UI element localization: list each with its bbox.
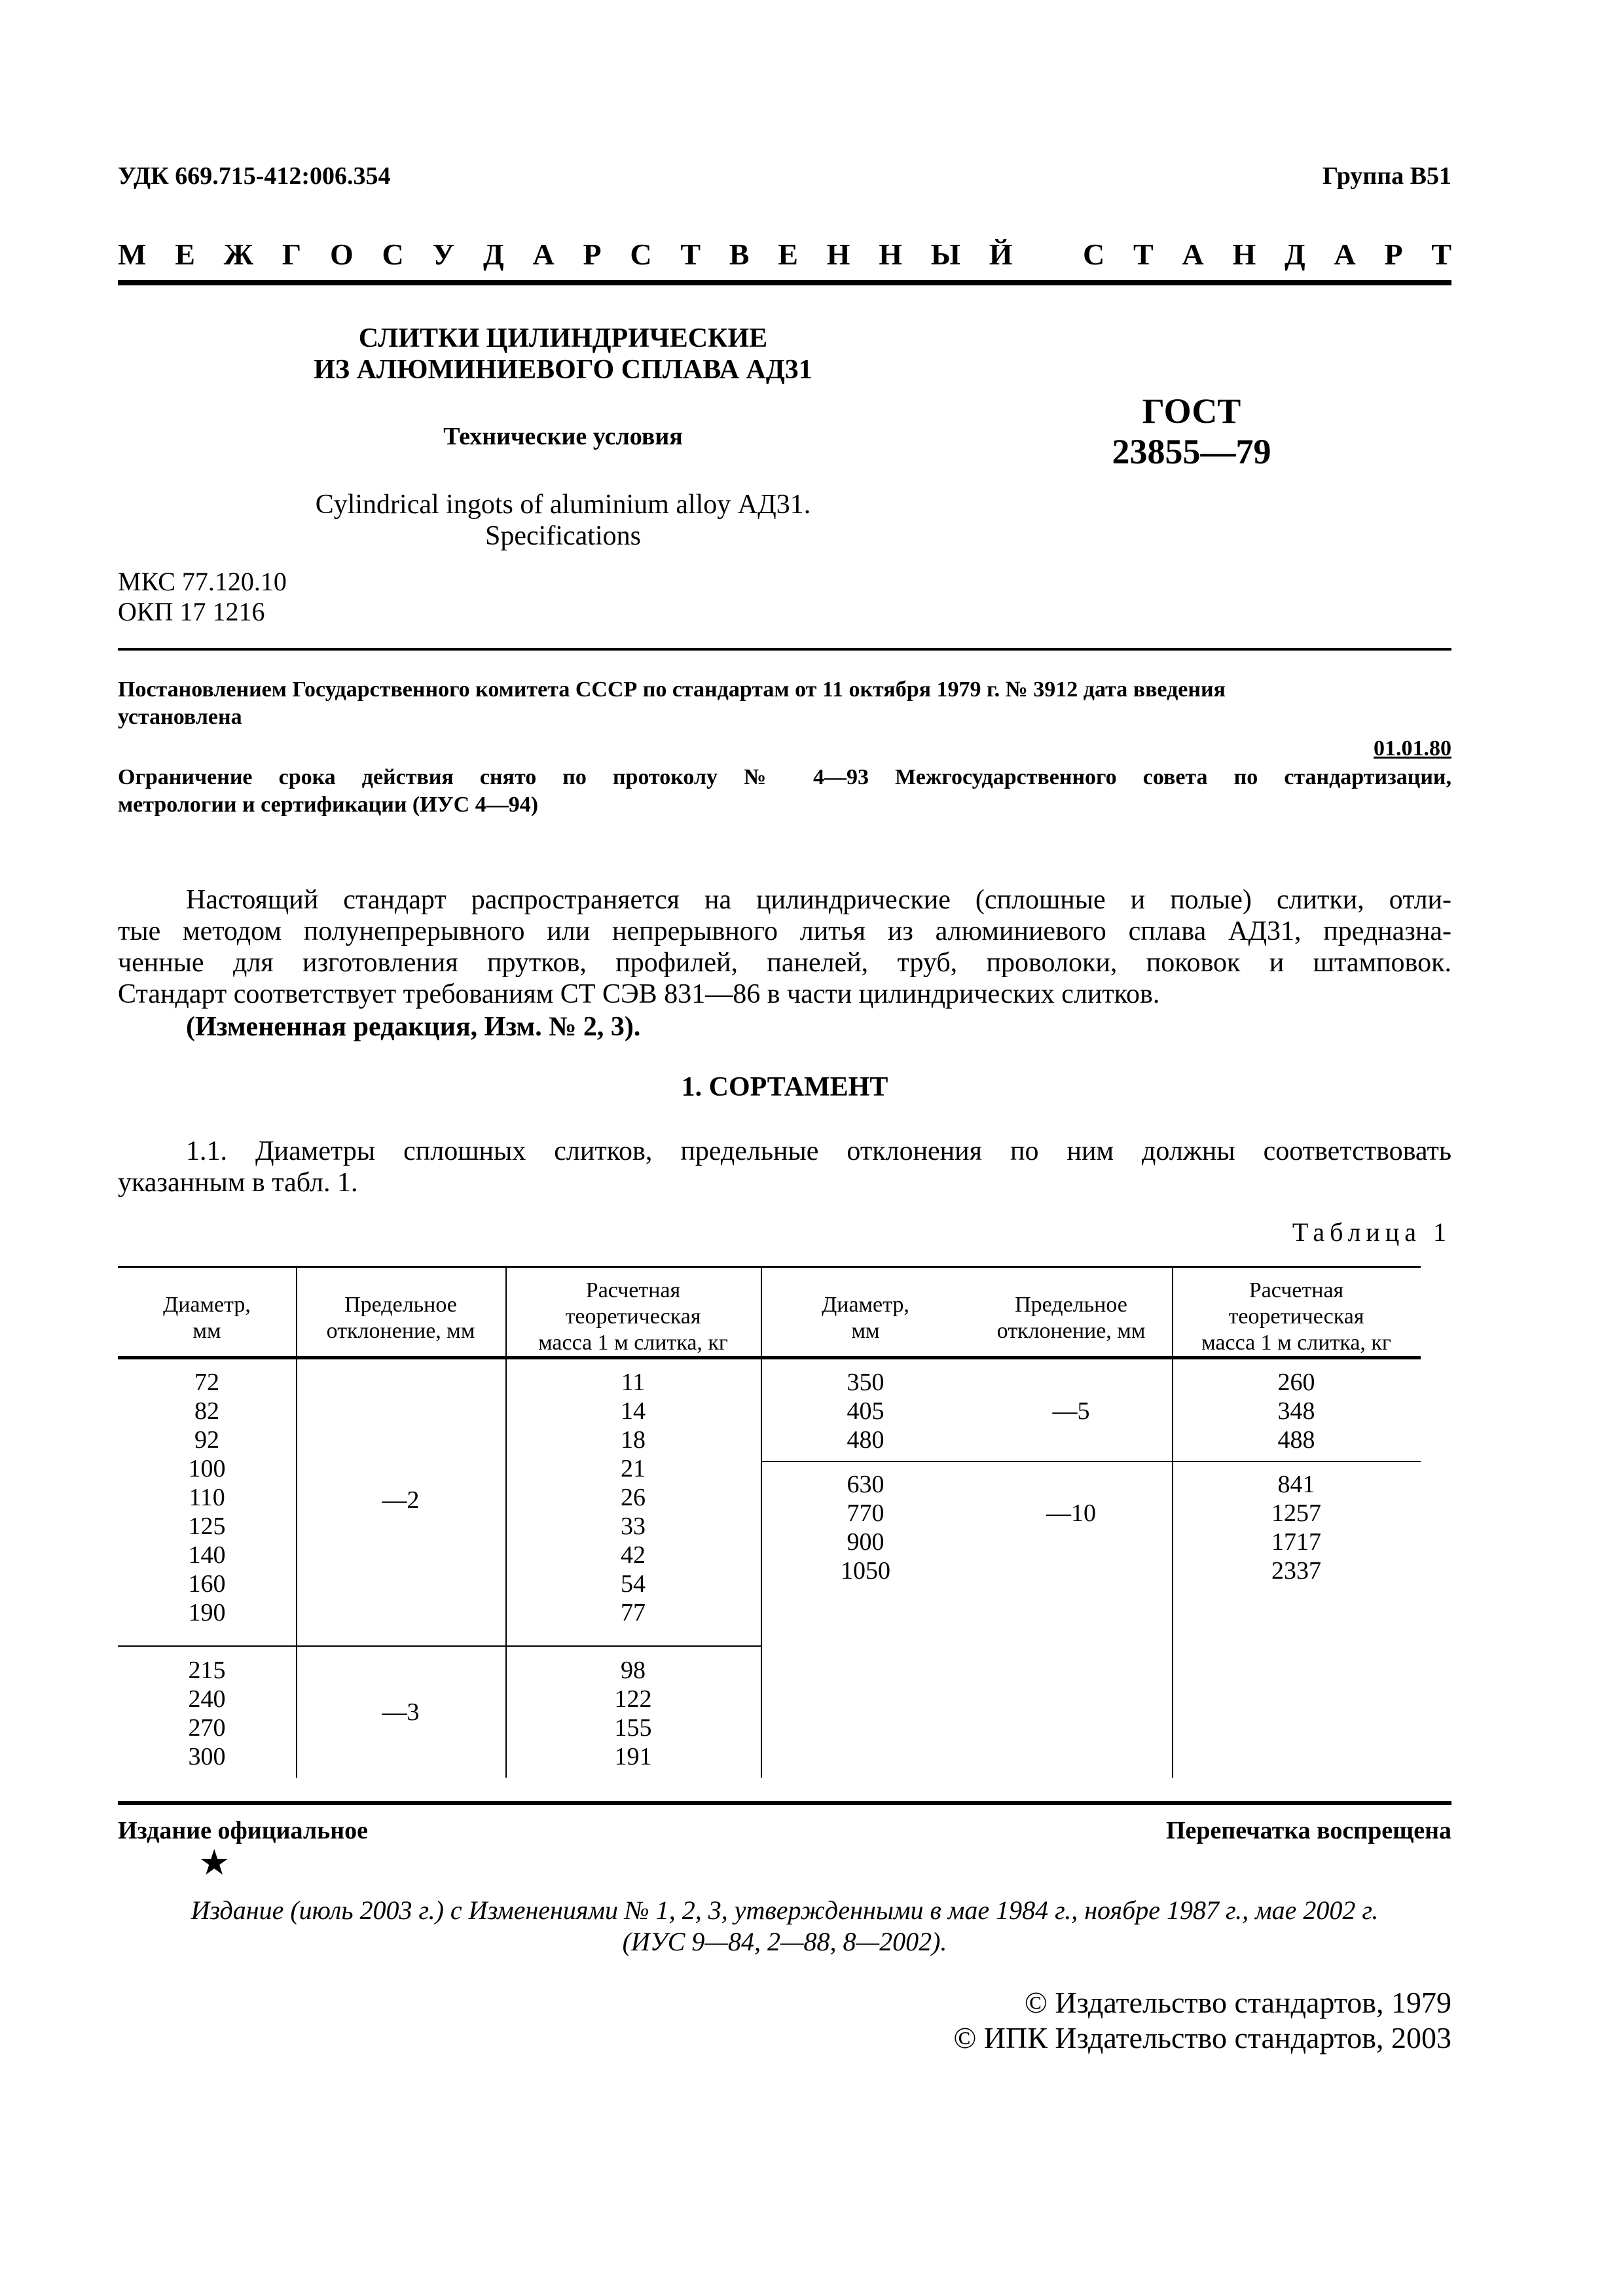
intro-line-4: Стандарт соответствует требованиям СТ СЭВ 831—86 в части цилиндрических слитков. [118,979,1160,1009]
header-diameter-text: Диаметр, [822,1293,909,1317]
header-diameter-unit: мм [851,1319,880,1343]
footer-rule [118,1801,1451,1805]
edition-note-line-1: Издание (июль 2003 г.) с Изменениями № 1, 2, 3, утвержденными в мае 1984 г., ноябре 1987 г., мае 2002 г. [191,1895,1379,1925]
gost-number: 23855—79 [1112,432,1271,471]
mks-code: МКС 77.120.10 [118,567,287,596]
right-group1-diameters: 350 405 480 [847,1369,884,1454]
header-mass-text-1: Расчетная [585,1278,681,1302]
header-mass-right [1172,1278,1421,1356]
banner-letter: О [329,238,354,271]
amendment-note: (Измененная редакция, Изм. № 2, 3). [186,1012,641,1042]
decree-line-2: установлена [118,705,242,729]
gost-label: ГОСТ [1142,391,1241,431]
copyright-2003: © ИПК Издательство стандартов, 2003 [953,2021,1451,2054]
banner-letter: Т [1431,238,1451,271]
banner-letter: Т [680,238,701,271]
group-code: Группа В51 [1322,162,1451,190]
header-mass-text-1: Расчетная [1249,1278,1344,1302]
edition-note-line-2: (ИУС 9—84, 2—88, 8—2002). [622,1927,947,1956]
title-line-1: СЛИТКИ ЦИЛИНДРИЧЕСКИЕ [358,323,768,353]
interstate-standard-banner [118,237,1451,272]
star-icon: ★ [198,1843,230,1882]
left-group1-masses: 11 14 18 21 26 33 42 54 77 [621,1369,646,1626]
header-deviation-unit: отклонение, мм [996,1319,1146,1343]
title-line-2: ИЗ АЛЮМИНИЕВОГО СПЛАВА АД31 [314,355,812,385]
banner-letter [1041,237,1054,272]
banner-letter: Н [879,238,902,271]
header-diameter-right [761,1292,970,1344]
banner-letter: С [630,238,652,271]
right-group2-masses: 841 1257 1717 2337 [1271,1471,1321,1585]
banner-letter: Т [1133,238,1154,271]
header-diameter-unit: мм [192,1319,221,1343]
header-deviation-text: Предельное [344,1293,457,1317]
banner-letter: С [1083,238,1105,271]
copyright-1979: © Издательство стандартов, 1979 [1024,1986,1451,2019]
banner-letter: Й [989,238,1013,271]
banner-letter: М [118,238,147,271]
banner-letter: А [532,238,555,271]
banner-letter: Д [1285,238,1305,271]
limit-line-1: Ограничение срока действия снято по протоколу № 4—93 Межгосударственного совета по стандартизации, [118,765,1451,789]
banner-letter: Е [175,238,195,271]
right-group2-deviation: —10 [1046,1499,1096,1527]
table-1 [118,1266,1421,1778]
section-heading: 1. СОРТАМЕНТ [681,1072,888,1102]
section-paragraph-line-2: указанным в табл. 1. [118,1168,358,1198]
header-mass-text-3: масса 1 м слитка, кг [1201,1331,1391,1355]
table-right-group-rule [761,1461,1421,1462]
header-diameter-text: Диаметр, [163,1293,251,1317]
table-header-rule [118,1356,1421,1359]
banner-letter: А [1334,238,1356,271]
left-group2-masses: 98 122 155 191 [614,1657,652,1770]
header-mass-text-3: масса 1 м слитка, кг [538,1331,728,1355]
banner-letter: А [1182,238,1204,271]
banner-letter: Ж [223,238,254,271]
banner-letter: Г [282,238,302,271]
left-group2-deviation: —3 [382,1698,420,1726]
title-rule [118,648,1451,651]
header-deviation-text: Предельное [1015,1293,1127,1317]
banner-letter: С [382,238,404,271]
english-title-line-2: Specifications [485,521,641,551]
okp-code: ОКП 17 1216 [118,597,265,626]
header-deviation-left [296,1292,505,1344]
limit-line-2: метрологии и сертификации (ИУС 4—94) [118,793,539,817]
left-group1-deviation: —2 [382,1486,420,1514]
banner-letter: Д [483,238,504,271]
header-deviation-unit: отклонение, мм [326,1319,475,1343]
banner-letter: Р [583,238,602,271]
right-group1-deviation: —5 [1052,1397,1090,1425]
udk-code: УДК 669.715-412:006.354 [118,162,391,190]
banner-letter: Н [826,238,850,271]
table-left-group-rule [118,1645,761,1647]
banner-letter: Н [1232,238,1256,271]
reprint-prohibited: Перепечатка воспрещена [1165,1817,1451,1844]
section-paragraph-line-1: 1.1. Диаметры сплошных слитков, предельные отклонения по ним должны соответствовать [186,1136,1451,1166]
banner-rule [118,280,1451,285]
banner-letter: Р [1384,238,1403,271]
intro-line-1: Настоящий стандарт распространяется на цилиндрические (сплошные и полые) слитки, отли- [186,885,1451,915]
left-group1-diameters: 72 82 92 100 110 125 140 160 190 [188,1369,226,1626]
intro-line-3: ченные для изготовления прутков, профилей, панелей, труб, проволоки, поковок и штамповок. [118,948,1451,978]
decree-line-1: Постановлением Государственного комитета СССР по стандартам от 11 октября 1979 г. № 3912 дата введения [118,677,1226,702]
table-top-rule [118,1266,1421,1268]
table-caption: Таблица 1 [1292,1217,1451,1247]
right-group1-masses: 260 348 488 [1277,1369,1315,1454]
banner-letter: Е [778,238,798,271]
intro-line-2: тые методом полунепрерывного или непрерывного литья из алюминиевого сплава АД31, предназна- [118,916,1451,946]
header-mass-left [505,1278,761,1356]
header-deviation-right [970,1292,1172,1344]
header-mass-text-2: теоретическая [1228,1304,1364,1329]
english-title-line-1: Cylindrical ingots of aluminium alloy АД31. [315,490,811,520]
official-edition: Издание официальное [118,1817,369,1844]
effective-date: 01.01.80 [1374,736,1451,761]
banner-letter: В [729,238,750,271]
header-diameter-left [118,1292,296,1344]
left-group2-diameters: 215 240 270 300 [188,1657,226,1770]
header-mass-text-2: теоретическая [565,1304,701,1329]
banner-letter: Ы [930,238,960,271]
subtitle: Технические условия [443,423,683,450]
right-group2-diameters: 630 770 900 1050 [841,1471,890,1585]
banner-letter: У [432,238,455,271]
